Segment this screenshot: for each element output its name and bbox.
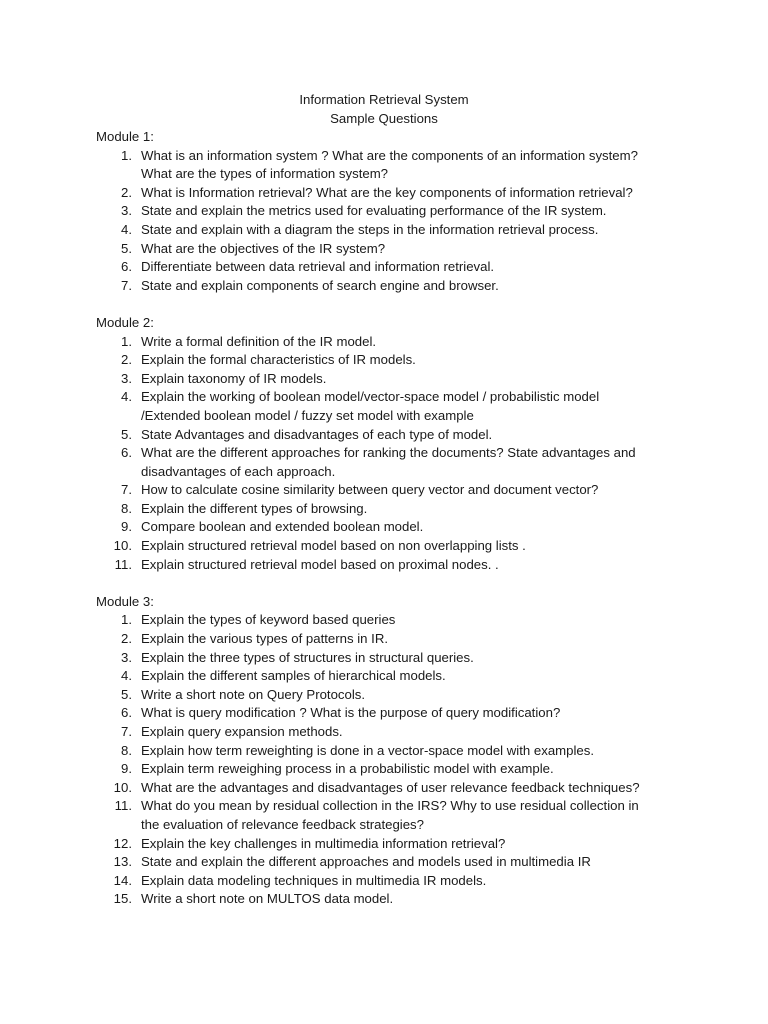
question-list (96, 147, 696, 296)
question-item (96, 500, 696, 519)
module-section (96, 128, 696, 295)
question-number: 15. (113, 891, 132, 907)
module-heading: Module 1: (96, 129, 154, 144)
module-heading: Module 3: (96, 593, 154, 609)
question-number: 10. (113, 779, 132, 795)
question-number: 2. (121, 352, 132, 368)
question-number: 6. (121, 259, 132, 275)
question-text: What are the advantages and disadvantages of user relevance feedback techniques? (141, 779, 640, 795)
question-number: 3. (121, 649, 132, 665)
question-text: Explain the key challenges in multimedia information retrieval? (141, 835, 506, 851)
question-item (96, 723, 696, 742)
question-item (96, 370, 696, 389)
question-text: Explain term reweighing process in a probabilistic model with example. (141, 761, 554, 777)
question-number: 5. (121, 240, 132, 256)
question-text: Explain the three types of structures in structural queries. (141, 649, 474, 665)
question-text: State and explain with a diagram the steps in the information retrieval process. (141, 221, 599, 237)
question-item (96, 277, 696, 296)
question-text: Explain data modeling techniques in multimedia IR models. (141, 872, 487, 888)
question-text: Explain structured retrieval model based on proximal nodes. . (141, 556, 499, 572)
question-text: Explain the working of boolean model/vector-space model / probabilistic model (141, 389, 600, 405)
question-item (96, 611, 696, 630)
question-text: What are the objectives of the IR system? (141, 240, 386, 256)
question-text: Differentiate between data retrieval and information retrieval. (141, 259, 495, 275)
document-body (96, 128, 696, 928)
question-item (96, 388, 696, 425)
question-text: State Advantages and disadvantages of each type of model. (141, 426, 493, 442)
module-section (96, 314, 696, 574)
question-item (96, 890, 696, 909)
question-number: 12. (113, 835, 132, 851)
question-number: 4. (121, 668, 132, 684)
question-text: Explain how term reweighting is done in a vector-space model with examples. (141, 742, 594, 758)
question-number: 9. (121, 761, 132, 777)
question-item (96, 760, 696, 779)
question-number: 2. (121, 631, 132, 647)
question-text: State and explain the metrics used for evaluating performance of the IR system. (141, 203, 607, 219)
question-item (96, 853, 696, 872)
question-item (96, 426, 696, 445)
module-section (96, 593, 696, 909)
question-number: 2. (121, 184, 132, 200)
document-title: Information Retrieval System (299, 92, 469, 107)
question-item (96, 537, 696, 556)
question-text: Explain the types of keyword based queries (141, 612, 396, 628)
question-text: Write a formal definition of the IR model. (141, 333, 377, 349)
question-number: 1. (121, 612, 132, 628)
question-number: 6. (121, 705, 132, 721)
question-text: State and explain components of search engine and browser. (141, 277, 499, 293)
question-number: 4. (121, 389, 132, 405)
question-item (96, 444, 696, 481)
question-number: 9. (121, 519, 132, 535)
question-list (96, 333, 696, 575)
question-item (96, 686, 696, 705)
question-text: Compare boolean and extended boolean model. (141, 519, 424, 535)
question-item (96, 779, 696, 798)
question-text: Write a short note on MULTOS data model. (141, 891, 394, 907)
question-number: 5. (121, 686, 132, 702)
question-item (96, 147, 696, 184)
question-item (96, 333, 696, 352)
question-number: 1. (121, 333, 132, 349)
question-number: 3. (121, 370, 132, 386)
question-item (96, 872, 696, 891)
question-item (96, 742, 696, 761)
question-text-continuation: What are the types of information system? (141, 166, 389, 182)
question-number: 14. (113, 872, 132, 888)
question-number: 13. (113, 854, 132, 870)
question-item (96, 667, 696, 686)
question-item (96, 184, 696, 203)
question-item (96, 351, 696, 370)
question-text-continuation: the evaluation of relevance feedback strategies? (141, 816, 424, 832)
question-text: What is query modification ? What is the purpose of query modification? (141, 705, 561, 721)
question-text: What are the different approaches for ranking the documents? State advantages and (141, 445, 636, 461)
question-number: 10. (113, 538, 132, 554)
question-number: 11. (114, 556, 132, 572)
question-number: 7. (121, 482, 132, 498)
question-text: What do you mean by residual collection in the IRS? Why to use residual collection in (141, 798, 639, 814)
question-number: 6. (121, 445, 132, 461)
question-item (96, 704, 696, 723)
question-text-continuation: disadvantages of each approach. (141, 463, 336, 479)
question-text: Explain the formal characteristics of IR models. (141, 352, 416, 368)
question-item (96, 835, 696, 854)
question-number: 8. (121, 500, 132, 516)
document-subtitle: Sample Questions (330, 111, 438, 126)
question-text: Explain the different samples of hierarchical models. (141, 668, 446, 684)
question-item (96, 518, 696, 537)
question-number: 7. (121, 277, 132, 293)
question-number: 7. (121, 724, 132, 739)
question-text: Explain structured retrieval model based on non overlapping lists . (141, 538, 526, 554)
question-item (96, 797, 696, 834)
question-number: 4. (121, 221, 132, 237)
question-list (96, 611, 696, 909)
question-item (96, 202, 696, 221)
question-item (96, 649, 696, 668)
question-number: 1. (121, 147, 132, 163)
question-text: Explain query expansion methods. (141, 724, 343, 739)
question-text: Explain taxonomy of IR models. (141, 370, 327, 386)
module-heading: Module 2: (96, 314, 154, 330)
question-number: 5. (121, 426, 132, 442)
question-number: 3. (121, 203, 132, 219)
question-number: 11. (114, 798, 132, 814)
question-item (96, 221, 696, 240)
question-text: Explain the various types of patterns in IR. (141, 631, 389, 647)
question-number: 8. (121, 742, 132, 758)
question-item (96, 258, 696, 277)
question-item (96, 481, 696, 500)
question-text: State and explain the different approaches and models used in multimedia IR (141, 854, 591, 870)
question-item (96, 240, 696, 259)
question-text: Explain the different types of browsing. (141, 500, 368, 516)
question-text-continuation: /Extended boolean model / fuzzy set model with example (141, 407, 474, 423)
question-item (96, 630, 696, 649)
question-text: What is an information system ? What are the components of an information system? (141, 147, 638, 163)
question-text: What is Information retrieval? What are the key components of information retrieval? (141, 184, 633, 200)
question-text: How to calculate cosine similarity between query vector and document vector? (141, 482, 599, 498)
question-text: Write a short note on Query Protocols. (141, 686, 366, 702)
question-item (96, 556, 696, 575)
